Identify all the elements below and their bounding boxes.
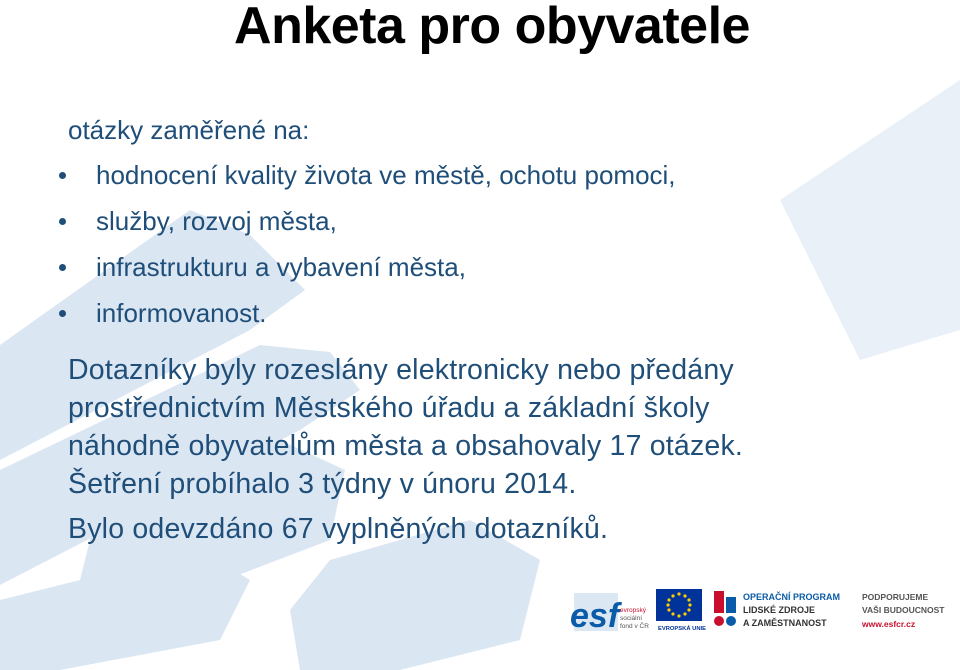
closing-text: Bylo odevzdáno 67 vyplněných dotazníků.	[68, 513, 609, 545]
svg-text:EVROPSKÁ UNIE: EVROPSKÁ UNIE	[658, 626, 706, 632]
paragraph-line: Dotazníky byly rozeslány elektronicky nebo předány	[68, 354, 734, 386]
bullet-item: služby, rozvoj města,	[56, 206, 676, 252]
sponsor-logos	[568, 585, 960, 670]
slide-title: Anketa pro obyvatele	[234, 0, 750, 55]
bullet-dot-icon	[59, 310, 66, 317]
svg-text:VAŠI BUDOUCNOST: VAŠI BUDOUCNOST	[862, 605, 945, 615]
paragraph-line: Šetření probíhalo 3 týdny v únoru 2014.	[68, 468, 577, 500]
svg-text:evropský: evropský	[620, 607, 647, 614]
intro-text: otázky zaměřené na:	[68, 115, 310, 145]
survey-paragraph	[68, 351, 928, 503]
bullet-item: infrastrukturu a vybavení města,	[56, 252, 676, 298]
bullet-dot-icon	[59, 264, 66, 271]
svg-text:LIDSKÉ ZDROJE: LIDSKÉ ZDROJE	[743, 605, 816, 615]
esf-logo	[570, 593, 649, 635]
svg-text:OPERAČNÍ PROGRAM: OPERAČNÍ PROGRAM	[743, 592, 841, 602]
bullet-dot-icon	[59, 172, 66, 179]
bullet-list	[56, 160, 676, 344]
svg-text:www.esfcr.cz: www.esfcr.cz	[862, 619, 916, 629]
svg-text:PODPORUJEME: PODPORUJEME	[862, 592, 929, 602]
paragraph-line: prostřednictvím Městského úřadu a základní školy	[68, 392, 710, 424]
esf-letters: esf	[570, 597, 620, 635]
eu-flag-logo	[656, 589, 706, 632]
svg-text:fond v ČR: fond v ČR	[620, 623, 649, 630]
bullet-item: hodnocení kvality života ve městě, ochotu pomoci,	[56, 160, 676, 206]
svg-text:A ZAMĚSTNANOST: A ZAMĚSTNANOST	[743, 618, 827, 628]
paragraph-line: náhodně obyvatelům města a obsahovaly 17 otázek.	[68, 430, 744, 462]
support-slogan	[861, 592, 945, 629]
svg-text:sociální: sociální	[620, 615, 643, 622]
op-lzz-logo	[714, 591, 840, 628]
bullet-item: informovanost.	[56, 298, 676, 344]
bullet-dot-icon	[59, 218, 66, 225]
